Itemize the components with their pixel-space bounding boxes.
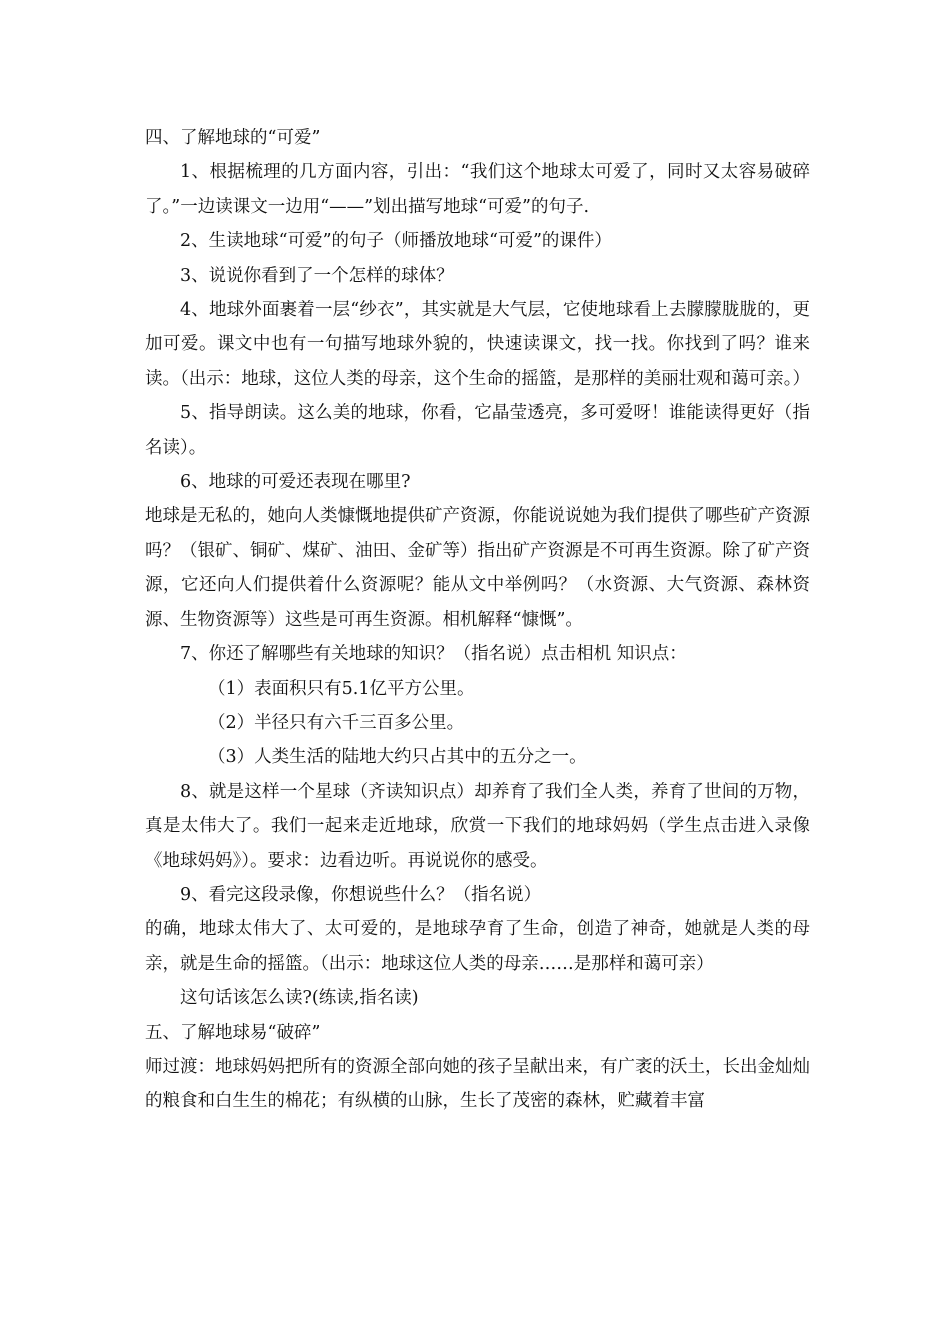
paragraph-resources: 地球是无私的，她向人类慷慨地提供矿产资源，你能说说她为我们提供了哪些矿产资源吗？（银矿、铜矿、煤矿、油田、金矿等）指出矿产资源是不可再生资源。除了矿产资源，它还向人们提供着什么资源呢？能从文中举例吗？（水资源、大气资源、森林资源、生物资源等）这些是可再生资源。相机解释“慷慨”。 [145, 506, 810, 630]
section-heading-5: 五、了解地球易“破碎” [145, 1022, 321, 1043]
paragraph-item-7: 7、你还了解哪些有关地球的知识？（指名说）点击相机 知识点： [180, 644, 687, 665]
paragraph-item-2: 2、生读地球“可爱”的句子（师播放地球“可爱”的课件） [180, 231, 612, 252]
paragraph-reading-prompt: 这句话该怎么读?(练读,指名读) [180, 988, 419, 1009]
knowledge-point-3: （3）人类生活的陆地大约只占其中的五分之一。 [208, 747, 587, 768]
paragraph-item-4: 4、地球外面裹着一层“纱衣”，其实就是大气层，它使地球看上去朦朦胧胧的，更加可爱。课文中也有一句描写地球外貌的，快速读课文，找一找。你找到了吗？谁来读。（出示：地球，这位人类的母亲，这个生命的摇篮，是那样的美丽壮观和蔼可亲。） [145, 300, 810, 389]
paragraph-item-8: 8、就是这样一个星球（齐读知识点）却养育了我们全人类，养育了世间的万物，真是太伟大了。我们一起来走近地球，欣赏一下我们的地球妈妈（学生点击进入录像《地球妈妈》）。要求：边看边听。再说说你的感受。 [145, 781, 810, 871]
paragraph-item-9: 9、看完这段录像，你想说些什么？（指名说） [180, 884, 542, 905]
document-body [145, 121, 810, 1119]
paragraph-transition: 师过渡：地球妈妈把所有的资源全部向她的孩子呈献出来，有广袤的沃土，长出金灿灿的粮食和白生生的棉花；有纵横的山脉，生长了茂密的森林，贮藏着丰富 [145, 1056, 810, 1112]
paragraph-item-1: 1、根据梳理的几方面内容，引出：“我们这个地球太可爱了，同时又太容易破碎了。”一边读课文一边用“——”划出描写地球“可爱”的句子. [145, 162, 810, 217]
paragraph-item-3: 3、说说你看到了一个怎样的球体？ [180, 265, 454, 286]
knowledge-point-1: （1）表面积只有5.1亿平方公里。 [208, 678, 475, 699]
paragraph-item-6: 6、地球的可爱还表现在哪里? [180, 472, 411, 493]
paragraph-summary: 的确，地球太伟大了、太可爱的，是地球孕育了生命，创造了神奇，她就是人类的母亲，就是生命的摇篮。（出示：地球这位人类的母亲……是那样和蔼可亲） [145, 919, 810, 974]
section-heading-4: 四、了解地球的“可爱” [145, 128, 321, 148]
knowledge-point-2: （2）半径只有六千三百多公里。 [208, 712, 465, 733]
paragraph-item-5: 5、指导朗读。这么美的地球，你看，它晶莹透亮，多可爱呀！谁能读得更好（指名读）。 [145, 403, 810, 458]
